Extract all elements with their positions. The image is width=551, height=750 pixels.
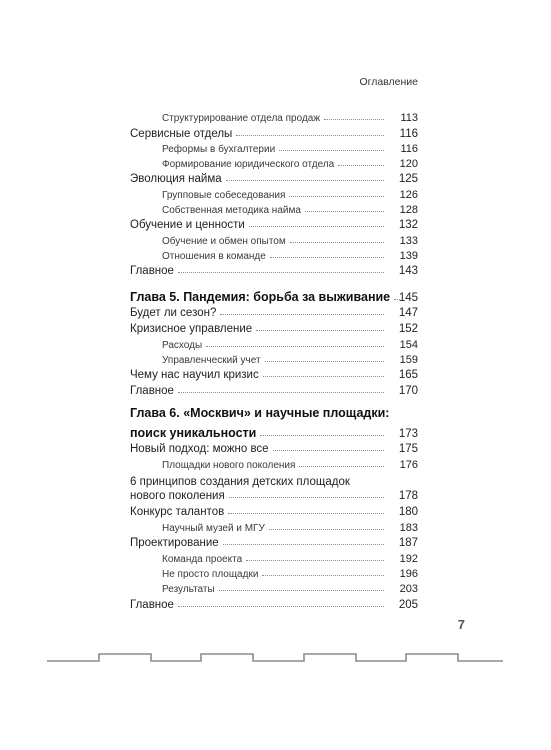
toc-entry-title: Формирование юридического отдела <box>162 159 335 170</box>
toc-entry-page: 176 <box>399 459 418 471</box>
toc-entry-title: Главное <box>130 385 174 397</box>
toc-entry <box>130 583 418 595</box>
toc-entry-page: 154 <box>399 339 418 351</box>
dot-leader <box>279 150 384 151</box>
dot-leader <box>226 180 384 181</box>
toc-entry-page: 152 <box>398 323 418 335</box>
dot-leader <box>206 346 384 347</box>
decorative-stepped-line <box>0 640 551 680</box>
toc-entry-title: Главное <box>130 599 174 611</box>
toc-entry <box>130 235 418 247</box>
toc-entry <box>130 307 418 319</box>
toc-entry <box>130 189 418 201</box>
toc-entry-page: 203 <box>399 583 418 595</box>
toc-entry-title-line1: 6 принципов создания детских площадок <box>130 476 350 488</box>
toc-entry-page: 116 <box>400 143 418 155</box>
toc-entry-title: Отношения в команде <box>162 251 266 262</box>
toc-entry <box>130 369 418 381</box>
toc-entry-page: 175 <box>398 443 418 455</box>
toc-entry-title: Площадки нового поколения <box>162 460 296 471</box>
toc-entry-title: Групповые собеседования <box>162 190 286 201</box>
toc-entry-title: Кризисное управление <box>130 323 253 335</box>
toc-entry <box>130 553 418 565</box>
dot-leader <box>265 361 384 362</box>
toc-entry-page: 116 <box>399 128 418 140</box>
dot-leader <box>290 242 384 243</box>
dot-leader <box>178 272 384 273</box>
toc-entry-page: 126 <box>399 189 418 201</box>
toc-entry-title: Обучение и ценности <box>130 219 245 231</box>
toc-entry-title: Новый подход: можно все <box>130 443 269 455</box>
toc-chapter-title-line1: Глава 6. «Москвич» и научные площадки: <box>130 406 390 420</box>
toc-entry-continuation <box>130 490 418 502</box>
toc-entry-page: 113 <box>400 112 418 124</box>
dot-leader <box>220 314 384 315</box>
toc-entry-page: 196 <box>399 568 418 580</box>
dot-leader <box>263 376 384 377</box>
toc-entry <box>130 173 418 185</box>
toc-entry <box>130 250 418 262</box>
dot-leader <box>229 497 384 498</box>
toc-entry <box>130 158 418 170</box>
toc-entry <box>130 112 418 124</box>
dot-leader <box>249 226 384 227</box>
toc-chapter <box>130 290 418 304</box>
toc-entry-page: 125 <box>398 173 418 185</box>
toc-entry-page: 192 <box>399 553 418 565</box>
toc-entry-page: 205 <box>398 599 418 611</box>
toc-entry-title: Расходы <box>162 340 203 351</box>
toc-entry-title: Главное <box>130 265 174 277</box>
toc-entry-page: 120 <box>399 158 418 170</box>
toc-entry <box>130 143 418 155</box>
page-number: 7 <box>457 617 465 632</box>
toc-entry <box>130 443 418 455</box>
dot-leader <box>269 529 384 530</box>
toc-entry-title: Реформы в бухгалтерии <box>162 144 276 155</box>
toc-entry-page: 178 <box>398 490 418 502</box>
dot-leader <box>223 544 384 545</box>
dot-leader <box>338 165 384 166</box>
toc-entry-title: Проектирование <box>130 537 219 549</box>
toc-entry-title: Сервисные отделы <box>130 128 233 140</box>
toc-entry <box>130 323 418 335</box>
stepped-line <box>47 654 503 661</box>
toc-entry-page: 128 <box>399 204 418 216</box>
toc-entry-page: 165 <box>398 369 418 381</box>
toc-entry-title: Эволюция найма <box>130 173 222 185</box>
toc-entry <box>130 568 418 580</box>
dot-leader <box>178 392 384 393</box>
toc-entry <box>130 339 418 351</box>
dot-leader <box>256 330 384 331</box>
toc-entry <box>130 537 418 549</box>
toc-entry-title: Команда проекта <box>162 554 243 565</box>
toc-entry-title: Будет ли сезон? <box>130 307 217 319</box>
toc-entry <box>130 459 418 471</box>
toc-entry <box>130 219 418 231</box>
toc-chapter-continuation <box>130 426 418 440</box>
toc-entry-page: 183 <box>399 522 418 534</box>
toc-entry-title: Обучение и обмен опытом <box>162 236 286 247</box>
toc-entry <box>130 354 418 366</box>
dot-leader <box>228 513 384 514</box>
toc-entry <box>130 128 418 140</box>
dot-leader <box>219 590 384 591</box>
toc-entry-page: 170 <box>398 385 418 397</box>
toc-entry <box>130 265 418 277</box>
toc-entry <box>130 506 418 518</box>
dot-leader <box>178 606 384 607</box>
dot-leader <box>324 119 384 120</box>
dot-leader <box>273 450 384 451</box>
toc-entry-page: 159 <box>399 354 418 366</box>
toc-entry-title: Результаты <box>162 584 215 595</box>
toc-entry-title-line2: нового поколения <box>130 490 225 502</box>
toc-entry-page: 133 <box>399 235 418 247</box>
toc-entry-page: 180 <box>398 506 418 518</box>
dot-leader <box>270 257 384 258</box>
toc-entry-title: Структурирование отдела продаж <box>162 113 321 124</box>
toc-entry <box>130 599 418 611</box>
toc-chapter <box>130 406 388 420</box>
dot-leader <box>289 196 384 197</box>
toc-entry-title: Конкурс талантов <box>130 506 225 518</box>
toc-entry-title: Собственная методика найма <box>162 205 301 216</box>
toc-entry-page: 139 <box>399 250 418 262</box>
toc-entry-page: 187 <box>398 537 418 549</box>
toc-entry-title: Чему нас научил кризис <box>130 369 259 381</box>
toc-entry-title: Управленческий учет <box>162 355 261 366</box>
toc-chapter-title-line2: поиск уникальности <box>130 426 257 440</box>
toc-entry-title: Не просто площадки <box>162 569 259 580</box>
toc-entry <box>130 476 388 488</box>
toc-entry-page: 145 <box>398 292 418 304</box>
dot-leader <box>262 575 384 576</box>
toc-chapter-title: Глава 5. Пандемия: борьба за выживание <box>130 290 391 304</box>
dot-leader <box>260 435 384 436</box>
toc-entry <box>130 204 418 216</box>
toc-entry <box>130 385 418 397</box>
toc-entry-title: Научный музей и МГУ <box>162 523 265 534</box>
dot-leader <box>236 135 384 136</box>
toc-entry <box>130 522 418 534</box>
toc-entry-page: 132 <box>398 219 418 231</box>
dot-leader <box>246 560 384 561</box>
dot-leader <box>305 211 384 212</box>
dot-leader <box>299 466 384 467</box>
toc-entry-page: 143 <box>398 265 418 277</box>
running-head: Оглавление <box>359 76 418 88</box>
toc-entry-page: 173 <box>398 428 418 440</box>
toc-entry-page: 147 <box>398 307 418 319</box>
